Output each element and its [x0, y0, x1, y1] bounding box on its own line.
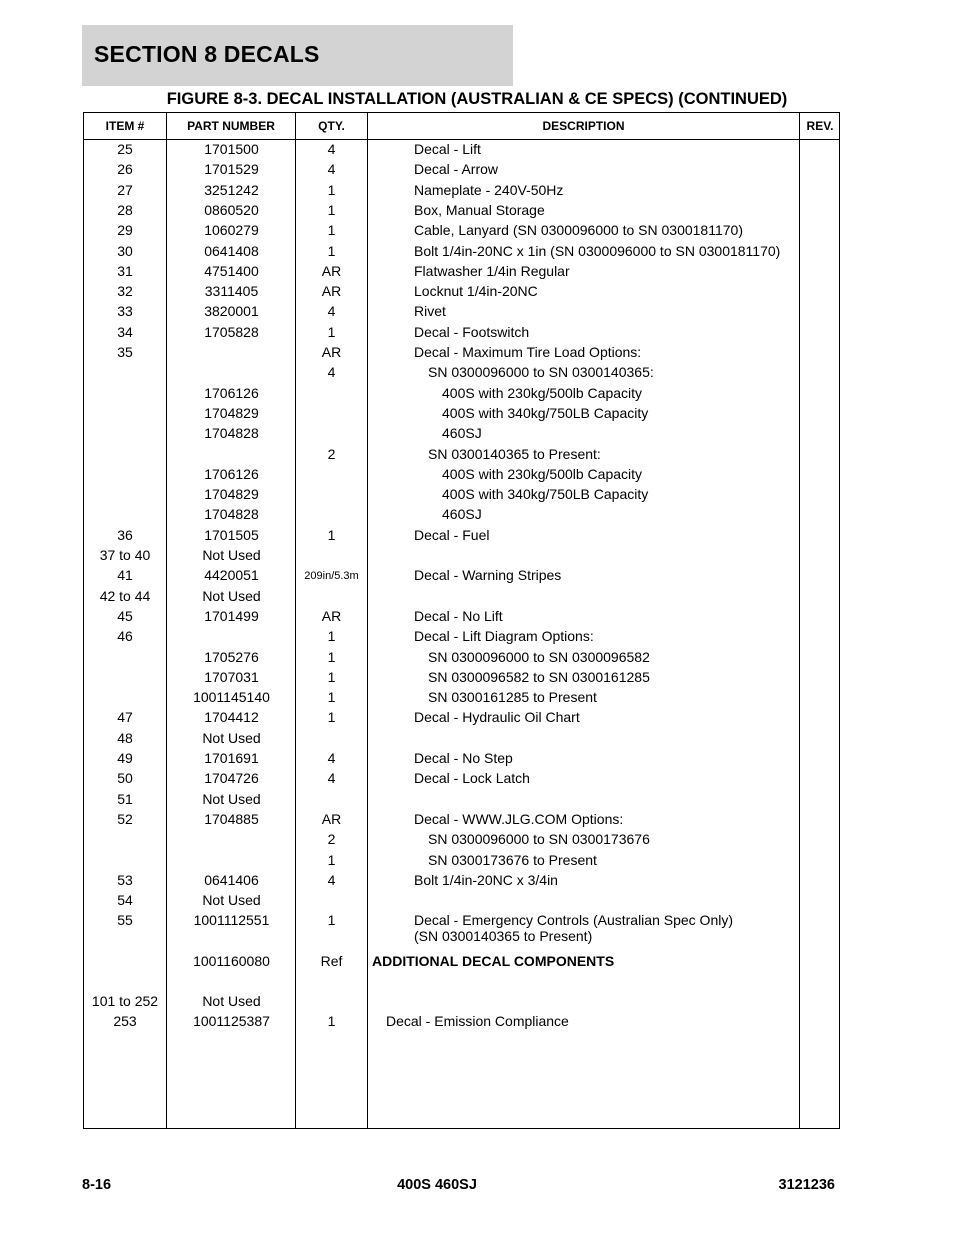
- part-number-cell: 0641406: [204, 871, 259, 888]
- item-cell: 28: [117, 201, 133, 218]
- table-row: [84, 344, 839, 364]
- item-cell: 51: [117, 790, 133, 807]
- part-number-cell: 1704829: [204, 486, 259, 503]
- col-header-rev: REV.: [806, 119, 834, 133]
- description-text: 460SJ: [442, 425, 482, 442]
- part-number-cell: 0860520: [204, 201, 259, 218]
- description-cell: [414, 141, 481, 157]
- description-text: SN 0300096000 to SN 0300173676: [428, 831, 650, 848]
- item-cell: 253: [113, 1013, 137, 1030]
- col-header-qty: QTY.: [318, 119, 345, 133]
- table-row: [84, 161, 839, 181]
- qty-cell: 1: [327, 201, 336, 218]
- part-number-cell: 1701499: [204, 607, 259, 624]
- description-cell: [428, 689, 597, 705]
- part-number-cell: 1701691: [204, 750, 259, 766]
- description-text: Flatwasher 1/4in Regular: [414, 262, 570, 279]
- description-text: Decal - Fuel: [414, 526, 490, 543]
- description-cell: [442, 486, 648, 502]
- table-row: [84, 364, 839, 384]
- description-text: SN 0300140365 to Present:: [428, 445, 601, 462]
- description-cell: [414, 709, 580, 725]
- table-row: [84, 730, 839, 750]
- item-cell: 35: [117, 344, 133, 360]
- description-cell: [414, 872, 558, 888]
- description-text: Locknut 1/4in-20NC: [414, 283, 538, 300]
- description-cell: [414, 567, 561, 583]
- description-text: Decal - Lift: [414, 141, 481, 157]
- item-cell: 37 to 40: [99, 547, 151, 563]
- part-number-cell: Not Used: [202, 547, 261, 563]
- description-cell: [442, 405, 648, 421]
- description-text: ADDITIONAL DECAL COMPONENTS: [372, 952, 615, 969]
- table-row: [84, 243, 839, 263]
- part-number-cell: 1705828: [204, 323, 259, 340]
- description-cell: [414, 161, 498, 177]
- table-row: [84, 486, 839, 506]
- qty-cell: 1: [327, 526, 336, 543]
- part-number-cell: 3311405: [204, 283, 259, 300]
- col-header-item: ITEM #: [105, 119, 145, 133]
- part-number-cell: 1706126: [204, 465, 259, 482]
- table-row: [84, 669, 839, 689]
- description-text: 460SJ: [442, 506, 482, 523]
- description-cell: [414, 344, 641, 360]
- table-row: [84, 202, 839, 222]
- qty-cell: 2: [327, 445, 336, 462]
- part-number-cell: 1701529: [204, 161, 259, 178]
- part-number-cell: 1001125387: [193, 1013, 270, 1030]
- table-row: [84, 852, 839, 872]
- qty-cell: 4: [327, 303, 336, 320]
- col-header-part-number: PART NUMBER: [187, 119, 275, 133]
- description-text: 400S with 340kg/750LB Capacity: [442, 404, 649, 421]
- table-row: [84, 303, 839, 323]
- qty-cell: 1: [327, 628, 336, 645]
- description-text: Nameplate - 240V-50Hz: [414, 181, 564, 198]
- item-cell: 33: [117, 303, 133, 320]
- qty-cell: 4: [327, 770, 336, 787]
- description-text: Decal - Warning Stripes: [414, 567, 562, 584]
- table-row: [84, 709, 839, 729]
- part-number-cell: 1704828: [204, 425, 259, 442]
- description-text: 400S with 340kg/750LB Capacity: [442, 486, 649, 503]
- description-cell: [414, 608, 503, 624]
- qty-cell: 1: [327, 668, 336, 685]
- table-row: [84, 141, 839, 161]
- description-text: SN 0300161285 to Present: [428, 689, 597, 706]
- description-cell: [372, 953, 614, 969]
- description-text: Box, Manual Storage: [414, 201, 545, 218]
- part-number-cell: 1706126: [204, 384, 259, 401]
- description-cell: [428, 649, 650, 665]
- table-row: [84, 567, 839, 587]
- description-cell: [414, 628, 594, 644]
- table-row: [84, 608, 839, 628]
- description-text: SN 0300173676 to Present: [428, 851, 597, 868]
- parts-table: [83, 112, 840, 1129]
- description-cell: [442, 506, 482, 522]
- description-cell: [414, 770, 530, 786]
- table-row: [84, 1013, 839, 1033]
- description-text: Decal - WWW.JLG.COM Options:: [414, 810, 624, 827]
- table-row: [84, 831, 839, 851]
- table-row: [84, 283, 839, 303]
- part-number-cell: 1704885: [204, 810, 259, 827]
- item-cell: 30: [117, 242, 133, 259]
- part-number-cell: Not Used: [202, 587, 261, 604]
- part-number-cell: 3251242: [204, 181, 259, 198]
- item-cell: 48: [117, 729, 133, 746]
- table-row: [84, 811, 839, 831]
- item-cell: 25: [117, 141, 133, 157]
- description-cell: [414, 222, 743, 238]
- description-cell: [414, 283, 538, 299]
- item-cell: 49: [117, 750, 133, 766]
- qty-cell: AR: [321, 810, 342, 827]
- part-number-cell: 1707031: [204, 668, 259, 685]
- table-row: [84, 446, 839, 466]
- qty-cell: 209in/5.3m: [304, 570, 359, 583]
- part-number-cell: 1001160080: [193, 952, 270, 969]
- part-number-cell: 1001112551: [193, 912, 270, 929]
- description-text: Rivet: [414, 303, 446, 320]
- part-number-cell: 1704828: [204, 506, 259, 523]
- description-cell: [442, 425, 482, 441]
- description-text: Decal - Maximum Tire Load Options:: [414, 344, 642, 360]
- description-cell: [442, 385, 642, 401]
- qty-cell: 1: [327, 709, 336, 726]
- table-row: [84, 628, 839, 648]
- item-cell: 41: [117, 567, 133, 584]
- qty-cell: 1: [327, 689, 336, 706]
- item-cell: 29: [117, 222, 133, 239]
- table-row: [84, 689, 839, 709]
- item-cell: 101 to 252: [91, 993, 159, 1009]
- qty-cell: 1: [327, 242, 336, 259]
- qty-cell: 1: [327, 181, 336, 198]
- description-cell: [414, 243, 780, 259]
- description-text: SN 0300096000 to SN 0300096582: [428, 648, 650, 665]
- part-number-cell: Not Used: [202, 729, 261, 746]
- figure-title: FIGURE 8-3. DECAL INSTALLATION (AUSTRALIAN & CE SPECS) (CONTINUED): [166, 90, 788, 108]
- description-cell: [414, 303, 446, 319]
- description-text: Decal - No Lift: [414, 607, 503, 624]
- description-cell: [414, 202, 545, 218]
- part-number-cell: 1001145140: [193, 689, 270, 706]
- description-cell: [414, 811, 623, 827]
- table-row: [84, 222, 839, 242]
- item-cell: 53: [117, 871, 133, 888]
- description-text-line2: (SN 0300140365 to Present): [414, 928, 593, 945]
- item-cell: 27: [117, 181, 133, 198]
- item-cell: 54: [117, 892, 133, 909]
- part-number-cell: 1701500: [204, 141, 259, 157]
- description-text: Decal - Lock Latch: [414, 770, 530, 787]
- part-number-cell: Not Used: [202, 790, 261, 807]
- qty-cell: AR: [321, 607, 342, 624]
- table-row: [84, 892, 839, 912]
- table-row: [84, 527, 839, 547]
- item-cell: 46: [117, 628, 133, 645]
- table-row: [84, 324, 839, 344]
- part-number-cell: Not Used: [202, 993, 261, 1009]
- qty-cell: AR: [321, 283, 342, 300]
- qty-cell: 1: [327, 1013, 336, 1030]
- qty-cell: 1: [327, 323, 336, 340]
- table-row: [84, 547, 839, 567]
- table-row: [84, 588, 839, 608]
- table-row: [84, 405, 839, 425]
- description-cell: [414, 182, 563, 198]
- item-cell: 36: [117, 526, 133, 543]
- qty-cell: 1: [327, 912, 336, 929]
- part-number-cell: 3820001: [204, 303, 259, 320]
- description-cell: [414, 324, 529, 340]
- header-divider: [84, 139, 839, 140]
- doc-number: 3121236: [778, 1177, 835, 1193]
- description-cell: [428, 446, 601, 462]
- description-text: Decal - Hydraulic Oil Chart: [414, 709, 580, 726]
- table-row: [84, 993, 839, 1013]
- qty-cell: Ref: [320, 952, 343, 969]
- part-number-cell: 1705276: [204, 648, 259, 665]
- item-cell: 32: [117, 283, 133, 300]
- description-text: Bolt 1/4in-20NC x 1in (SN 0300096000 to SN 0300181170): [414, 242, 781, 259]
- table-row: [84, 953, 839, 973]
- description-text: Decal - Emission Compliance: [386, 1013, 569, 1030]
- qty-cell: 1: [327, 222, 336, 239]
- qty-cell: AR: [321, 262, 342, 279]
- qty-cell: 1: [327, 648, 336, 665]
- description-text: SN 0300096582 to SN 0300161285: [428, 668, 650, 685]
- table-row: [84, 506, 839, 526]
- description-text: Decal - Emergency Controls (Australian Spec Only): [414, 912, 734, 929]
- part-number-cell: 1704412: [204, 709, 259, 726]
- description-text: Decal - No Step: [414, 750, 513, 766]
- description-cell: [414, 527, 489, 543]
- qty-cell: 4: [327, 750, 336, 766]
- table-row: [84, 770, 839, 790]
- table-row: [84, 466, 839, 486]
- item-cell: 34: [117, 323, 133, 340]
- description-text: Cable, Lanyard (SN 0300096000 to SN 0300181170): [414, 222, 743, 239]
- description-cell: [442, 466, 642, 482]
- qty-cell: 4: [327, 871, 336, 888]
- part-number-cell: 4751400: [204, 262, 259, 279]
- description-cell: [414, 912, 733, 944]
- table-row: [84, 791, 839, 811]
- description-text: 400S with 230kg/500lb Capacity: [442, 384, 643, 401]
- description-text: 400S with 230kg/500lb Capacity: [442, 465, 643, 482]
- table-row: [84, 182, 839, 202]
- qty-cell: 4: [327, 364, 336, 381]
- description-cell: [428, 852, 597, 868]
- table-row: [84, 872, 839, 892]
- qty-cell: 1: [327, 851, 336, 868]
- part-number-cell: 0641408: [204, 242, 259, 259]
- qty-cell: AR: [321, 344, 342, 360]
- page-number: 8-16: [82, 1177, 112, 1193]
- item-cell: 31: [117, 262, 133, 279]
- table-row: [84, 385, 839, 405]
- model-name: 400S 460SJ: [397, 1177, 477, 1193]
- item-cell: 50: [117, 770, 133, 787]
- description-text: Decal - Arrow: [414, 161, 499, 178]
- col-header-description: DESCRIPTION: [542, 119, 625, 133]
- part-number-cell: 1701505: [204, 526, 259, 543]
- item-cell: 42 to 44: [99, 587, 151, 604]
- qty-cell: 4: [327, 141, 336, 157]
- description-text: Decal - Lift Diagram Options:: [414, 628, 594, 645]
- description-cell: [428, 831, 650, 847]
- item-cell: 45: [117, 607, 133, 624]
- description-cell: [386, 1013, 569, 1029]
- description-text: Decal - Footswitch: [414, 323, 530, 340]
- description-text: SN 0300096000 to SN 0300140365:: [428, 364, 654, 381]
- table-row: [84, 912, 839, 945]
- qty-cell: 2: [327, 831, 336, 848]
- description-cell: [414, 263, 570, 279]
- item-cell: 52: [117, 810, 133, 827]
- table-row: [84, 425, 839, 445]
- part-number-cell: 1704829: [204, 404, 259, 421]
- table-row: [84, 263, 839, 283]
- section-title: SECTION 8 DECALS: [94, 41, 320, 67]
- description-cell: [428, 364, 654, 380]
- part-number-cell: Not Used: [202, 892, 261, 909]
- item-cell: 26: [117, 161, 133, 178]
- qty-cell: 4: [327, 161, 336, 178]
- description-text: Bolt 1/4in-20NC x 3/4in: [414, 871, 558, 888]
- description-cell: [414, 750, 513, 766]
- item-cell: 47: [117, 709, 133, 726]
- part-number-cell: 4420051: [204, 567, 259, 584]
- table-row: [84, 750, 839, 770]
- item-cell: 55: [117, 912, 133, 929]
- table-row: [84, 649, 839, 669]
- part-number-cell: 1704726: [204, 770, 259, 787]
- description-cell: [428, 669, 650, 685]
- part-number-cell: 1060279: [204, 222, 259, 239]
